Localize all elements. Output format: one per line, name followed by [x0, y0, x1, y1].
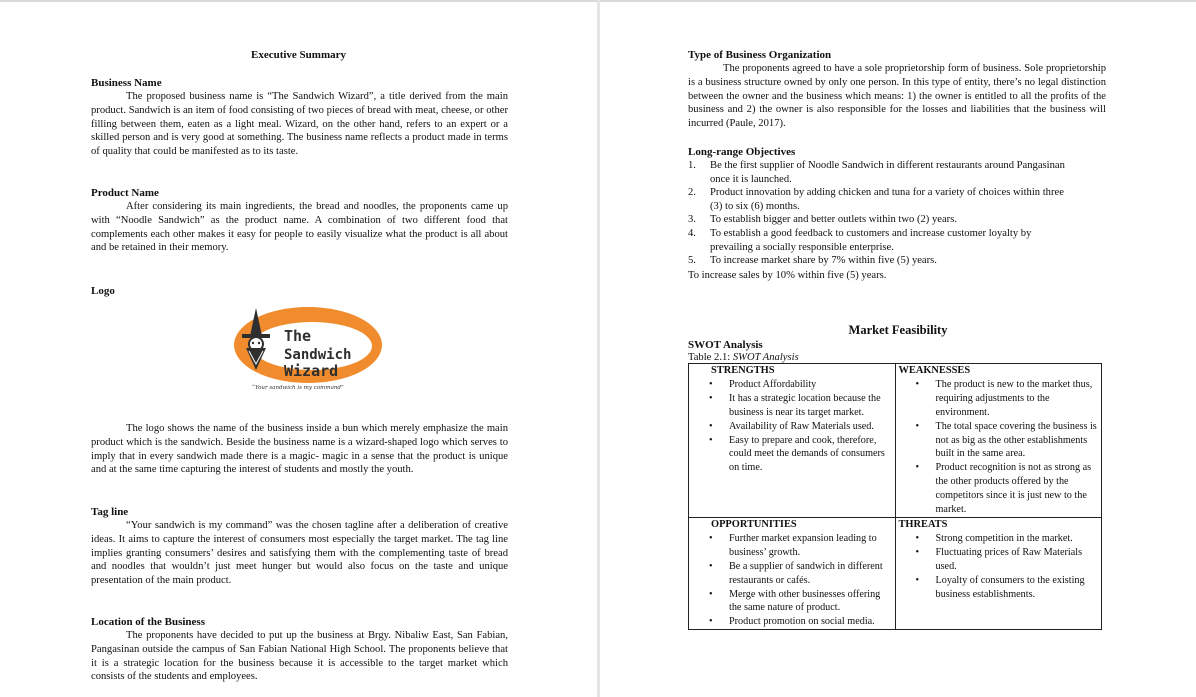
list-item: • Further market expansion leading to business’ growth. — [729, 532, 892, 560]
list-item: • The product is new to the market thus, requiring adjustments to the environment. — [936, 378, 1099, 420]
market-feasibility-title: Market Feasibility — [848, 323, 948, 337]
weaknesses-list — [896, 378, 1099, 517]
logo-word-the: The — [284, 327, 312, 345]
logo-heading: Logo — [91, 285, 115, 297]
list-item: • Product Affordability — [729, 378, 892, 392]
list-item: • It has a strategic location because the business is near its target market. — [729, 392, 892, 420]
opportunities-header: OPPORTUNITIES — [711, 518, 797, 530]
bun-logo-graphic — [232, 304, 384, 396]
logo-tagline: “Your sandwich is my command” — [252, 385, 344, 391]
list-item: • Be a supplier of sandwich in different restaurants or cafés. — [729, 560, 892, 588]
logo-description: The logo shows the name of the business inside a bun which merely emphasize the main product which is the sandwich. Beside the business name is a wizard-shaped logo which serves to imply that in every sandwich made there is a magic- magic in a sense that the product is unique and at the same time capturing the interest of students and mostly the youth. — [91, 423, 508, 476]
list-item: • Loyalty of consumers to the existing business establishments. — [936, 574, 1099, 602]
table-caption: Table 2.1: SWOT Analysis — [688, 352, 799, 363]
list-item: • Merge with other businesses offering the same nature of product. — [729, 588, 892, 616]
logo-word-sandwich: Sandwich — [284, 347, 352, 363]
list-item: • Strong competition in the market. — [936, 532, 1099, 546]
product-name-text: After considering its main ingredients, the bread and noodles, the proponents came up with “Noodle Sandwich” as the product name. A combination of two different food that complements each other makes it easy for people to easily visualize what the product is all about and be retained in their memory. — [91, 201, 508, 254]
strengths-list — [689, 378, 892, 475]
list-item: • Product promotion on social media. — [729, 615, 892, 629]
objectives-heading: Long-range Objectives — [688, 146, 796, 158]
objective-item: 5. To increase market share by 7% within five (5) years. — [688, 255, 937, 267]
list-item: • Fluctuating prices of Raw Materials used. — [936, 546, 1099, 574]
swot-heading: SWOT Analysis — [688, 339, 763, 351]
opportunities-list — [689, 532, 892, 629]
tag-line-heading: Tag line — [91, 506, 129, 518]
threats-list — [896, 532, 1099, 602]
org-text: The proponents agreed to have a sole proprietorship form of business. Sole proprietorship is a business structure owned by only one person. In this type of entity, there’s no legal distinction between the owner and the business which means: 1) the owner is entitled to all the profits of the business and 2) the owner is also responsible for the losses and liabilities that the business will incurred (Paule, 2017). — [688, 63, 1106, 130]
product-name-heading: Product Name — [91, 187, 159, 199]
objectives-list — [688, 159, 1074, 268]
weaknesses-cell — [895, 364, 1102, 518]
list-item: • Product recognition is not as strong as the other products offered by the competitors since it is just new to the market. — [936, 461, 1099, 517]
objective-item: 1. Be the first supplier of Noodle Sandwich in different restaurants around Pangasinan once it is launched. — [688, 160, 1065, 185]
weaknesses-header: WEAKNESSES — [898, 365, 971, 376]
list-item: • Availability of Raw Materials used. — [729, 420, 892, 434]
objective-item: 2. Product innovation by adding chicken and tuna for a variety of choices within three (3) to six (6) months. — [688, 187, 1064, 212]
threats-header: THREATS — [898, 518, 948, 530]
objectives-extra: To increase sales by 10% within five (5) years. — [688, 270, 887, 281]
tag-line-text: “Your sandwich is my command” was the chosen tagline after a deliberation of creative ideas. It aims to capture the interest of consumers most especially the target market. The tag line implies granting consumers’ desires and satisfying them with the complementing taste of bread and noodles that wouldn’t just meet hunger but would also focus on the taste and unique presentation of the main product. — [91, 520, 508, 587]
executive-summary-title: Executive Summary — [250, 49, 346, 61]
objective-item: 3. To establish bigger and better outlets within two (2) years. — [688, 214, 957, 226]
strengths-header: STRENGTHS — [711, 365, 775, 376]
list-item: • The total space covering the business is not as big as the other establishments built in the same area. — [936, 420, 1099, 462]
sandwich-wizard-logo — [232, 304, 384, 396]
page-left — [0, 2, 597, 697]
business-name-heading: Business Name — [91, 77, 162, 89]
logo-word-wizard: Wizard — [284, 362, 339, 380]
opportunities-cell — [689, 517, 896, 629]
swot-table — [688, 363, 1102, 630]
list-item: • Easy to prepare and cook, therefore, could meet the demands of consumers on time. — [729, 434, 892, 476]
objective-item: 4. To establish a good feedback to customers and increase customer loyalty by prevailing a socially responsible enterprise. — [688, 227, 1032, 253]
location-heading: Location of the Business — [91, 616, 205, 628]
org-heading: Type of Business Organization — [688, 49, 832, 61]
threats-cell — [895, 517, 1102, 629]
business-name-text: The proposed business name is “The Sandwich Wizard”, a title derived from the main product. Sandwich is an item of food consisting of two pieces of bread with meat, cheese, or other filling between them, eaten as a light meal. Wizard, on the other hand, refers to an expert or a skilled person and is very good at something. The business name reflects a product made in terms of quality that could be manifested as to its taste. — [91, 91, 508, 158]
location-text: The proponents have decided to put up the business at Brgy. Nibaliw East, San Fabian, Pangasinan outside the campus of San Fabian National High School. The proponents believe that it is a strategic location for the business because it is accessible to the target market which consists of the students and employees. — [91, 630, 508, 683]
strengths-cell — [689, 364, 896, 518]
